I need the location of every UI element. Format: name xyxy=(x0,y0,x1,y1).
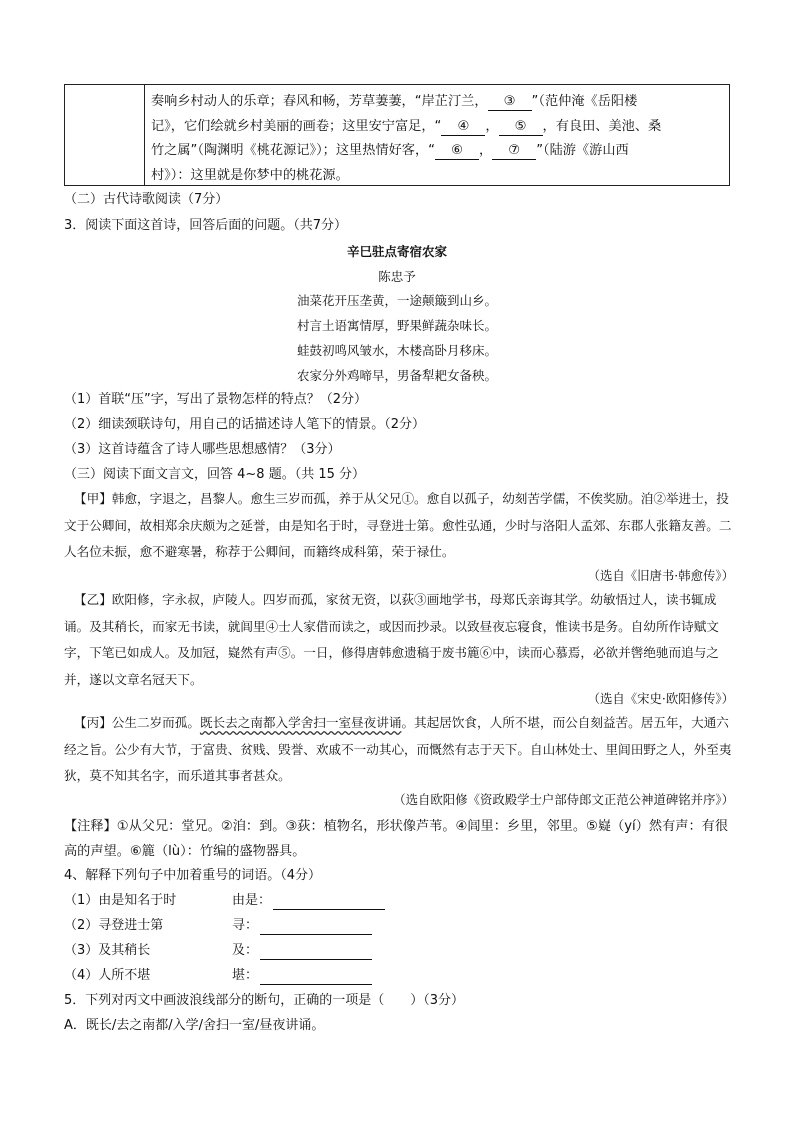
blank-6[interactable]: ⑥ xyxy=(435,143,479,160)
table-cell-text xyxy=(151,90,725,188)
fill-blank-table xyxy=(64,84,730,186)
q5-option-a[interactable]: A．既长/去之南都/入学/舍扫一室/昼夜讲诵。 xyxy=(64,1018,325,1033)
passage-bing-source: （选自欧阳修《资政殿学士户部侍郎文正范公神道碑铭并序》） xyxy=(393,792,734,807)
q5-intro: 5．下列对丙文中画波浪线部分的断句，正确的一项是（ ）（3分） xyxy=(64,993,465,1008)
q4-intro: 4、解释下列句子中加着重号的词语。（4分） xyxy=(64,868,322,883)
poem-line-3: 蛙鼓初鸣风皱水，木楼高卧月移床。 xyxy=(296,343,497,358)
q3-intro: 3．阅读下面这首诗，回答后面的问题。（共7分） xyxy=(64,218,348,233)
blank-7[interactable]: ⑦ xyxy=(492,143,536,160)
q3-sub-1: （1）首联“压”字，写出了景物怎样的特点？（2分） xyxy=(64,392,368,407)
blank-3[interactable]: ③ xyxy=(488,94,532,111)
q4-answer-4: 堪： xyxy=(232,967,372,985)
q4-answer-2: 寻： xyxy=(232,917,372,935)
passage-jia-source: （选自《旧唐书·韩愈传》） xyxy=(587,568,734,583)
q4-item-1: （1）由是知名于时 xyxy=(64,893,177,908)
poem-title: 辛巳驻点寄宿农家 xyxy=(346,244,447,259)
table-row-3: 竹之属”（陶渊明《桃花源记》）；这里热情好客，“ ⑥ ， ⑦ ”（陆游《游山西 xyxy=(151,143,629,158)
answer-blank-4[interactable] xyxy=(260,970,372,985)
blank-4[interactable]: ④ xyxy=(441,119,485,136)
table-row-1: 奏响乡村动人的乐章；春风和畅，芳草萋萋，“岸芷汀兰， ③ ”（范仲淹《岳阳楼 xyxy=(151,94,638,109)
q4-item-3: （3）及其稍长 xyxy=(64,943,151,958)
q4-answer-1: 由是： xyxy=(232,892,385,910)
annotations: 【注释】①从父兄：堂兄。②洎：到。③荻：植物名，形状像芦苇。④闾里：乡里，邻里。⑤嶷（yí）然有声：有很高的声望。⑥簏（lù）：竹编的盛物器具。 xyxy=(64,819,729,859)
table-divider xyxy=(144,85,145,185)
answer-blank-1[interactable] xyxy=(273,895,385,910)
passage-yi: 【乙】欧阳修，字永叔，庐陵人。四岁而孤，家贫无资，以荻③画地学书，母郑氏亲诲其学。幼敏悟过人，读书辄成诵。及其稍长，而家无书读，就闾里④士人家借而读之，或因而抄录。以致昼夜忘寝食，惟读书是务。自幼所作诗赋文字，下笔已如成人。及加冠，嶷然有声⑤。一日，修得唐韩愈遗稿于废书簏⑥中，读而心慕焉，必欲并辔绝驰而追与之并，遂以文章名冠天下。 xyxy=(64,592,719,687)
section-2-title: （二）古代诗歌阅读（7分） xyxy=(64,192,229,207)
table-row-2: 记》，它们绘就乡村美丽的画卷；这里安宁富足，“ ④ ， ⑤ ，有良田、美池、桑 xyxy=(151,118,662,134)
poem-author: 陈忠予 xyxy=(378,269,416,284)
passage-yi-source: （选自《宋史·欧阳修传》） xyxy=(587,691,734,706)
table-row-4: 村》）：这里就是你梦中的桃花源。 xyxy=(151,167,349,183)
section-3-title: （三）阅读下面文言文，回答 4~8 题。（共 15 分） xyxy=(64,467,366,482)
q4-answer-3: 及： xyxy=(232,942,372,960)
q4-item-4: （4）人所不堪 xyxy=(64,968,151,983)
poem-line-2: 村言土语寓情厚，野果鲜蔬杂味长。 xyxy=(296,318,497,333)
poem-line-4: 农家分外鸡啼早，男备犁耙女备秧。 xyxy=(296,368,497,383)
blank-5[interactable]: ⑤ xyxy=(499,119,543,136)
passage-bing: 【丙】公生二岁而孤。既长去之南都入学舍扫一室昼夜讲诵。其起居饮食，人所不堪，而公自刻益苦。居五年，大通六经之旨。公少有大节，于富贵、贫贱、毁誉、欢戚不一动其心，而慨然有志于天下。自山林处士、里闾田野之人，外至夷狄，莫不知其名字，而乐道其事者甚众。 xyxy=(64,715,732,783)
wavy-underlined-sentence: 既长去之南都入学舍扫一室昼夜讲诵 xyxy=(199,715,402,730)
answer-blank-2[interactable] xyxy=(260,920,372,935)
q3-sub-3: （3）这首诗蕴含了诗人哪些思想感情？（3分） xyxy=(64,442,341,457)
q4-item-2: （2）寻登进士第 xyxy=(64,918,164,933)
passage-jia: 【甲】韩愈，字退之，昌黎人。愈生三岁而孤，养于从父兄①。愈自以孤子，幼刻苦学儒，不俟奖励。洎②举进士，投文于公卿间，故相郑余庆颇为之延誉，由是知名于时，寻登进士第。愈性弘通，少时与洛阳人孟郊、东郡人张籍友善。二人名位未振，愈不避寒暑，称荐于公卿间，而籍终成科第，荣于禄仕。 xyxy=(64,491,732,559)
poem-line-1: 油菜花开压垄黄，一途颠簸到山乡。 xyxy=(296,293,497,308)
q3-sub-2: （2）细读颈联诗句，用自己的话描述诗人笔下的情景。（2分） xyxy=(64,417,426,432)
answer-blank-3[interactable] xyxy=(260,945,372,960)
